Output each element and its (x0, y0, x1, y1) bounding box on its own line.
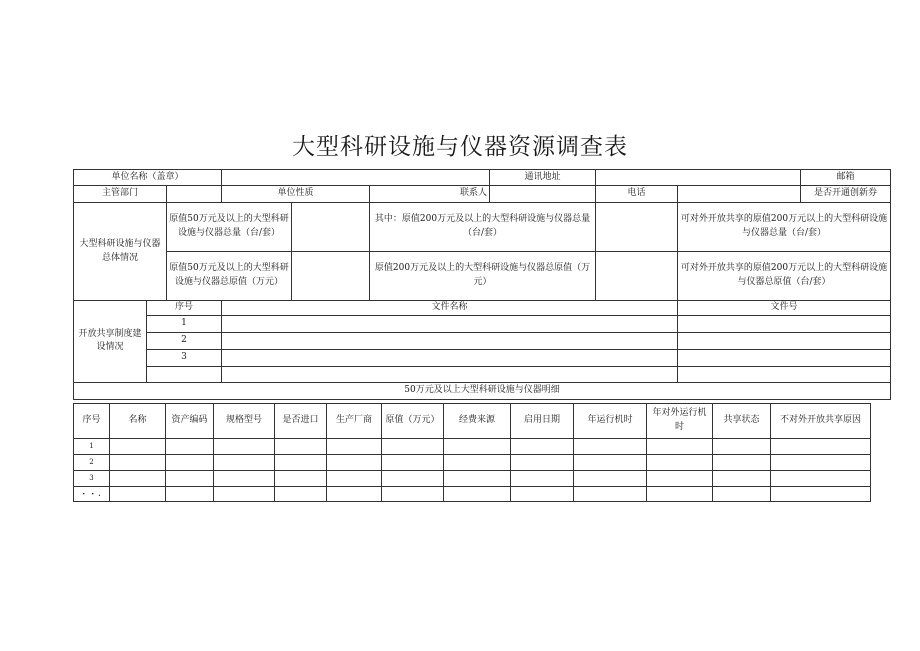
detail-cell[interactable] (647, 439, 713, 455)
col-header-imported: 是否进口 (275, 404, 327, 439)
detail-cell[interactable] (382, 471, 444, 487)
unit-name-label: 单位名称（盖章） (74, 170, 222, 186)
detail-cell[interactable] (214, 455, 275, 471)
detail-section-title: 50万元及以上大型科研设施与仪器明细 (74, 382, 891, 399)
detail-cell[interactable] (771, 455, 871, 471)
detail-cell[interactable] (166, 471, 214, 487)
page-title: 大型科研设施与仪器资源调查表 (292, 134, 628, 160)
detail-cell[interactable] (327, 487, 382, 502)
file-no-header: 文件号 (678, 301, 891, 316)
detail-cell[interactable] (511, 455, 574, 471)
detail-cell[interactable] (275, 487, 327, 502)
detail-section-row (74, 382, 891, 399)
sharing-row (74, 315, 891, 332)
detail-row (74, 471, 871, 487)
survey-form-table (73, 169, 891, 400)
file-name-field[interactable] (222, 332, 678, 349)
detail-cell[interactable] (166, 455, 214, 471)
detail-cell[interactable] (382, 439, 444, 455)
sharing-seq: 2 (147, 332, 222, 349)
unit-info-row (74, 170, 891, 186)
detail-cell[interactable] (166, 439, 214, 455)
sharing-seq (147, 366, 222, 382)
detail-seq: 2 (74, 455, 110, 471)
address-label: 通讯地址 (490, 170, 596, 186)
voucher-label: 是否开通创新券 (801, 186, 891, 203)
sharing-row (74, 349, 891, 366)
file-name-field[interactable] (222, 349, 678, 366)
detail-cell[interactable] (511, 487, 574, 502)
sharing-header-row (74, 301, 891, 316)
detail-header-row (74, 404, 871, 439)
detail-cell[interactable] (214, 439, 275, 455)
detail-cell[interactable] (444, 487, 511, 502)
sharing-seq-header: 序号 (147, 301, 222, 316)
unit-type-label: 单位性质 (222, 186, 370, 203)
col-header-start-date: 启用日期 (511, 404, 574, 439)
col-header-manufacturer: 生产厂商 (327, 404, 382, 439)
col-header-name: 名称 (110, 404, 166, 439)
detail-cell[interactable] (275, 439, 327, 455)
detail-seq: 1 (74, 439, 110, 455)
detail-cell[interactable] (382, 487, 444, 502)
detail-cell[interactable] (574, 439, 647, 455)
phone-field[interactable] (678, 186, 801, 203)
address-field[interactable] (596, 170, 801, 186)
col-header-funding: 经费来源 (444, 404, 511, 439)
overview-count-row (74, 203, 891, 252)
value-200-field[interactable] (596, 252, 678, 301)
detail-cell[interactable] (166, 487, 214, 502)
open-value-label: 可对外开放共享的原值200万元以上的大型科研设施与仪器总原值（台/套） (678, 252, 891, 301)
sharing-seq: 3 (147, 349, 222, 366)
detail-cell[interactable] (214, 471, 275, 487)
file-no-field[interactable] (678, 332, 891, 349)
detail-cell[interactable] (275, 471, 327, 487)
overview-value-row (74, 252, 891, 301)
detail-row (74, 487, 871, 502)
detail-row (74, 439, 871, 455)
detail-cell[interactable] (713, 455, 771, 471)
detail-cell[interactable] (511, 471, 574, 487)
file-name-field[interactable] (222, 315, 678, 332)
file-no-field[interactable] (678, 315, 891, 332)
detail-cell[interactable] (771, 439, 871, 455)
detail-cell[interactable] (444, 471, 511, 487)
detail-cell[interactable] (647, 455, 713, 471)
detail-cell[interactable] (110, 439, 166, 455)
overview-label: 大型科研设施与仪器总体情况 (74, 203, 167, 301)
total-value-label: 原值50万元及以上的大型科研设施与仪器总原值（万元） (167, 252, 292, 301)
detail-cell[interactable] (327, 455, 382, 471)
count-200-field[interactable] (596, 203, 678, 252)
col-header-annual-hours: 年运行机时 (574, 404, 647, 439)
detail-cell[interactable] (771, 487, 871, 502)
detail-cell[interactable] (382, 455, 444, 471)
contact-field[interactable] (490, 186, 596, 203)
sharing-row (74, 366, 891, 382)
count-200-label: 其中：原值200万元及以上的大型科研设施与仪器总量（台/套） (370, 203, 596, 252)
detail-cell[interactable] (771, 471, 871, 487)
detail-seq: 3 (74, 471, 110, 487)
sharing-row (74, 332, 891, 349)
detail-cell[interactable] (444, 455, 511, 471)
col-header-asset-code: 资产编码 (166, 404, 214, 439)
detail-cell[interactable] (327, 471, 382, 487)
unit-type-field[interactable] (370, 186, 490, 203)
sharing-label: 开放共享制度建设情况 (74, 301, 147, 383)
supervisor-field[interactable] (167, 186, 222, 203)
col-header-seq: 序号 (74, 404, 110, 439)
file-no-field[interactable] (678, 366, 891, 382)
detail-cell[interactable] (511, 439, 574, 455)
detail-cell[interactable] (275, 455, 327, 471)
contact-label: 联系人 (459, 188, 487, 199)
file-name-header: 文件名称 (222, 301, 678, 316)
detail-cell[interactable] (110, 455, 166, 471)
detail-cell[interactable] (713, 487, 771, 502)
unit-detail-row (74, 186, 891, 203)
open-count-label: 可对外开放共享的原值200万元以上的大型科研设施与仪器总量（台/套） (678, 203, 891, 252)
phone-label: 电话 (596, 186, 678, 203)
detail-seq: ・・. (74, 487, 110, 502)
total-count-label: 原值50万元及以上的大型科研设施与仪器总量（台/套） (167, 203, 292, 252)
detail-row (74, 455, 871, 471)
total-count-field[interactable] (292, 203, 370, 252)
detail-cell[interactable] (647, 471, 713, 487)
value-200-label: 原值200万元及以上的大型科研设施与仪器总原值（万元） (370, 252, 596, 301)
equipment-detail-table (73, 403, 871, 502)
file-no-field[interactable] (678, 349, 891, 366)
supervisor-label: 主管部门 (74, 186, 167, 203)
detail-cell[interactable] (574, 455, 647, 471)
col-header-not-shared-reason: 不对外开放共享原因 (771, 404, 871, 439)
detail-cell[interactable] (647, 487, 713, 502)
detail-cell[interactable] (713, 439, 771, 455)
detail-cell[interactable] (574, 471, 647, 487)
detail-cell[interactable] (713, 471, 771, 487)
col-header-value: 原值（万元） (382, 404, 444, 439)
unit-name-field[interactable] (222, 170, 490, 186)
detail-cell[interactable] (444, 439, 511, 455)
detail-cell[interactable] (214, 487, 275, 502)
detail-cell[interactable] (574, 487, 647, 502)
col-header-share-status: 共享状态 (713, 404, 771, 439)
detail-cell[interactable] (327, 439, 382, 455)
total-value-field[interactable] (292, 252, 370, 301)
postcode-label: 邮箱 (801, 170, 891, 186)
col-header-model: 规格型号 (214, 404, 275, 439)
col-header-external-hours: 年对外运行机时 (647, 404, 713, 439)
file-name-field[interactable] (222, 366, 678, 382)
detail-cell[interactable] (110, 487, 166, 502)
detail-cell[interactable] (110, 471, 166, 487)
sharing-seq: 1 (147, 315, 222, 332)
